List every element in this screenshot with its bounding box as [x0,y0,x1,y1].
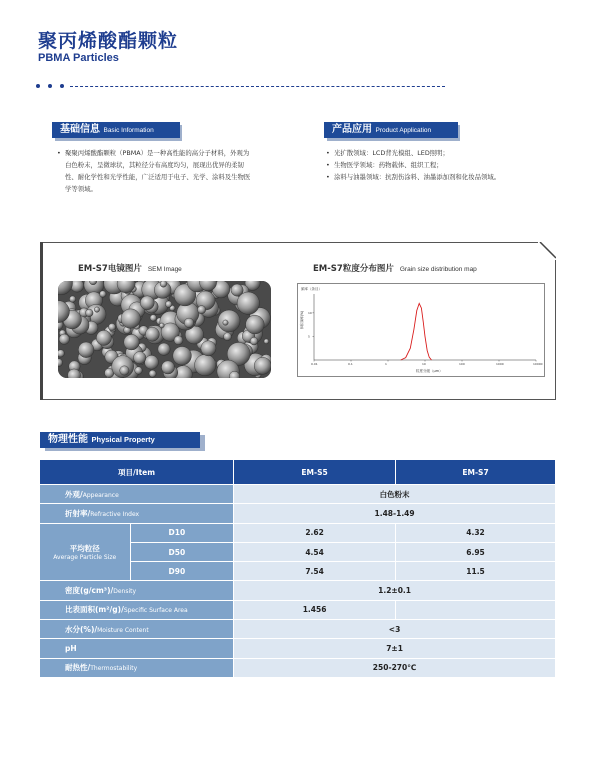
row-label-ssa: 比表面积(m²/g)/Specific Surface Area [40,601,233,619]
row-label-appearance: 外观/Appearance [40,485,233,503]
x-tick-label: 100 [459,362,465,366]
row-label-avg-size: 平均粒径 Average Particle Size [40,524,130,581]
distribution-caption [313,262,477,274]
application-title-en: Product Application [375,127,432,134]
cell-moisture: <3 [234,620,555,638]
basic-info-heading [52,122,180,138]
microsphere [198,306,206,314]
microsphere [184,318,194,328]
microsphere [135,367,143,375]
sem-subtitle: SEM Image [147,266,182,273]
y-tick-label: 5 [308,334,310,339]
application-heading [324,122,458,138]
microsphere [78,342,94,358]
list-item: • 生物医学领域：药物载体、组织工程； [326,159,511,171]
microsphere [145,327,159,341]
physical-heading [40,432,200,448]
physical-title-zh: 物理性能 [48,434,88,445]
cell-d10-s7: 4.32 [396,524,555,542]
microsphere [195,354,216,375]
application-list [326,147,511,183]
microsphere [96,330,111,345]
table-row [40,504,555,522]
microsphere [100,291,107,298]
property-table [39,459,556,678]
row-label-thermo: 耐热性/Thermostability [40,659,233,677]
microsphere [174,336,183,345]
cell-refractive: 1.48-1.49 [234,504,555,522]
x-tick-label: 0.01 [311,362,318,366]
microsphere [161,361,174,374]
list-item: • 涂料与油墨领域：抗刮伤涂料、油墨添加剂和化妆品领域。 [326,171,511,183]
series-line-em-s7 [401,303,432,360]
row-label-d10: D10 [131,524,234,542]
y-tick-label: 10 [308,310,312,315]
header-divider [70,86,445,87]
table-row [40,601,555,619]
microsphere [223,320,228,325]
chart-title: 频率（条目） [301,287,322,291]
microsphere [140,296,154,310]
cell-d10-s5: 2.62 [234,524,395,542]
page-title: 聚丙烯酸酯颗粒 [38,30,179,52]
microsphere [250,337,258,345]
microsphere [159,323,164,328]
cell-d90-s7: 11.5 [396,562,555,580]
microsphere [246,315,265,334]
row-label-ph: pH [40,639,233,657]
microsphere [86,309,94,317]
cell-ssa-s5: 1.456 [234,601,395,619]
microsphere [59,334,69,344]
microsphere [218,310,240,332]
table-row [40,581,555,599]
chart-y-label: 体积频率(%) [300,310,304,329]
distribution-subtitle: Grain size distribution map [399,266,477,273]
decorative-dots [36,84,64,88]
physical-title-en: Physical Property [91,435,155,444]
table-row [40,639,555,657]
cell-density: 1.2±0.1 [234,581,555,599]
panel-corner-accent [538,242,556,260]
panel-accent-bar [40,242,43,400]
cell-ph: 7±1 [234,639,555,657]
basic-info-list [57,147,252,195]
microsphere [165,301,172,308]
microsphere [94,307,99,312]
x-tick-label: 0.1 [348,362,353,366]
row-label-d50: D50 [131,543,234,561]
table-header-row [40,460,555,484]
list-item: • 聚聚丙烯酸酯颗粒（PBMA）是一种高性能的高分子材料，外观为白色粉末，呈微球状，其粒径分布高度均匀，展现出优异的柔韧性、耐化学性和光学性能，广泛适用于电子、光学、涂料及生物医学等领域。 [57,147,252,195]
table-row [40,524,555,542]
distribution-chart [297,283,545,377]
microsphere [108,323,115,330]
distribution-title: EM-S7粒度分布图片 [313,264,394,274]
cell-d90-s5: 7.54 [234,562,395,580]
col-header-s5: EM-S5 [234,460,395,484]
microsphere [237,292,259,314]
cell-d50-s7: 6.95 [396,543,555,561]
cell-thermo: 250-270℃ [234,659,555,677]
list-item: • 光扩散领域：LCD背光模组、LED照明； [326,147,511,159]
col-header-item: 项目/Item [40,460,233,484]
microsphere [160,281,167,287]
microsphere [224,333,232,341]
x-tick-label: 1000 [496,362,504,366]
microsphere [264,339,269,344]
microsphere [149,370,156,377]
table-row [40,620,555,638]
cell-ssa-s7 [396,601,555,619]
microsphere [69,296,75,302]
sem-image [58,281,271,378]
microsphere [254,357,271,374]
microsphere [58,350,64,357]
cell-d50-s5: 4.54 [234,543,395,561]
page-subtitle: PBMA Particles [38,52,119,64]
microsphere [120,366,129,375]
microsphere [134,352,146,364]
microsphere [121,309,140,328]
basic-info-title-en: Basic Information [103,127,154,134]
microsphere [173,347,192,366]
col-header-s7: EM-S7 [396,460,555,484]
microsphere [158,343,170,355]
sem-title: EM-S7电镜图片 [78,264,142,274]
microsphere [124,334,140,350]
x-tick-label: 10 [422,362,426,366]
distribution-plot [298,284,544,376]
basic-info-title-zh: 基础信息 [60,124,100,135]
sem-microspheres [58,281,271,378]
microsphere [201,341,216,356]
table-row [40,659,555,677]
table-row [40,485,555,503]
row-label-moisture: 水分(%)/Moisture Content [40,620,233,638]
cell-appearance: 白色粉末 [234,485,555,503]
microsphere [145,355,159,369]
row-label-density: 密度(g/cm³)/Density [40,581,233,599]
sem-caption [78,262,182,274]
row-label-d90: D90 [131,562,234,580]
chart-x-label: 粒度分级（μm） [416,369,443,373]
x-tick-label: 1 [385,362,387,366]
x-tick-label: 10000 [533,362,543,366]
microsphere [150,315,157,322]
row-label-refractive: 折射率/Refractive Index [40,504,233,522]
application-title-zh: 产品应用 [332,124,372,135]
